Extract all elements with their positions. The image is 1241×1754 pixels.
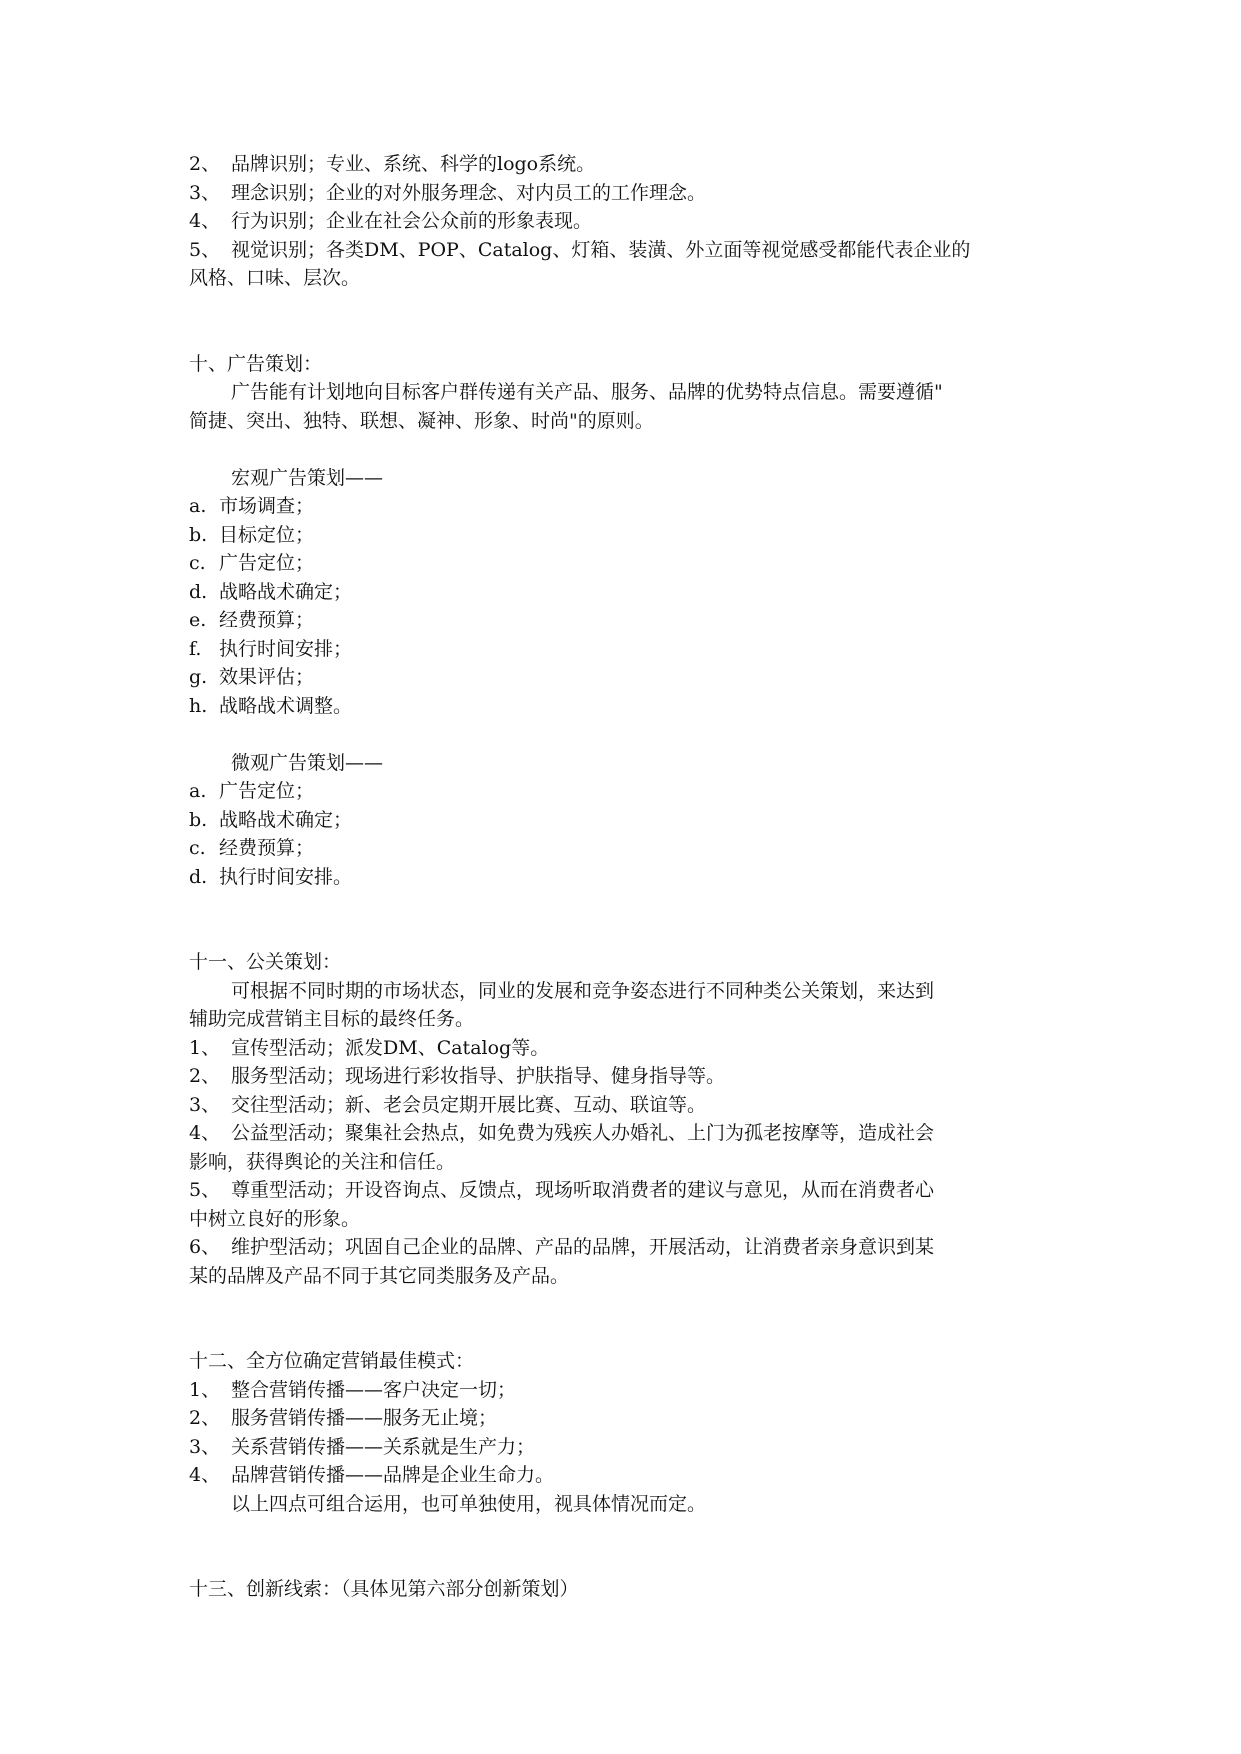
- paragraph: 可根据不同时期的市场状态，同业的发展和竞争姿态进行不同种类公关策划，来达到: [231, 979, 935, 1002]
- list-item: a. 市场调查；: [189, 495, 315, 517]
- section-heading: 十三、创新线索：（具体见第六部分创新策划）: [189, 1578, 579, 1600]
- list-item-continuation: 风格、口味、层次。: [189, 267, 361, 289]
- identity-list: [189, 150, 1049, 293]
- list-item: 1、 宣传型活动；派发DM、Catalog等。: [189, 1036, 550, 1059]
- section-heading: 十、广告策划：: [189, 352, 323, 375]
- section-heading: 十二、全方位确定营销最佳模式：: [189, 1350, 475, 1372]
- list-item: 6、 维护型活动；巩固自己企业的品牌、产品的品牌，开展活动，让消费者亲身意识到某: [189, 1236, 935, 1258]
- list-item: 3、 交往型活动；新、老会员定期开展比赛、互动、联谊等。: [189, 1093, 707, 1116]
- section-innovation: [189, 1575, 1049, 1604]
- list-item: f. 执行时间安排；: [189, 637, 353, 660]
- section-advertising: [189, 350, 1049, 892]
- paragraph-continuation: 辅助完成营销主目标的最终任务。: [189, 1008, 475, 1030]
- list-item: c. 经费预算；: [189, 837, 315, 859]
- paragraph-continuation: 简捷、突出、独特、联想、凝神、形象、时尚"的原则。: [189, 409, 654, 432]
- list-item-continuation: 中树立良好的形象。: [189, 1207, 361, 1230]
- list-item: 2、 服务营销传播——服务无止境；: [189, 1407, 498, 1429]
- list-item: h. 战略战术调整。: [189, 694, 353, 717]
- subsection-title: 宏观广告策划——: [231, 466, 384, 489]
- section-public-relations: [189, 948, 1049, 1290]
- list-item: a. 广告定位；: [189, 780, 315, 802]
- list-item: g. 效果评估；: [189, 666, 315, 688]
- list-item: c. 广告定位；: [189, 552, 315, 574]
- list-item: 3、 关系营销传播——关系就是生产力；: [189, 1435, 536, 1458]
- section-heading: 十一、公关策划：: [189, 951, 342, 973]
- list-item: 2、 品牌识别；专业、系统、科学的logo系统。: [189, 153, 596, 175]
- list-item: 4、 公益型活动；聚集社会热点，如免费为残疾人办婚礼、上门为孤老按摩等，造成社会: [189, 1122, 935, 1144]
- list-item: b. 战略战术确定；: [189, 808, 353, 831]
- list-item: e. 经费预算；: [189, 609, 315, 631]
- list-item-continuation: 某的品牌及产品不同于其它同类服务及产品。: [189, 1264, 570, 1287]
- list-item: 1、 整合营销传播——客户决定一切；: [189, 1378, 517, 1401]
- list-item: 4、 行为识别；企业在社会公众前的形象表现。: [189, 210, 593, 232]
- subsection-title: 微观广告策划——: [231, 751, 384, 774]
- list-item: d. 执行时间安排。: [189, 865, 353, 888]
- list-item: b. 目标定位；: [189, 523, 315, 546]
- section-marketing-mode: [189, 1347, 1049, 1518]
- list-item-continuation: 影响，获得舆论的关注和信任。: [189, 1150, 456, 1173]
- paragraph: 以上四点可组合运用，也可单独使用，视具体情况而定。: [231, 1492, 707, 1515]
- list-item: 3、 理念识别；企业的对外服务理念、对内员工的工作理念。: [189, 181, 707, 204]
- list-item: 5、 视觉识别；各类DM、POP、Catalog、灯箱、装潢、外立面等视觉感受都能代表企业的: [189, 238, 971, 261]
- list-item: 2、 服务型活动；现场进行彩妆指导、护肤指导、健身指导等。: [189, 1065, 726, 1087]
- list-item: 4、 品牌营销传播——品牌是企业生命力。: [189, 1464, 555, 1486]
- paragraph: 广告能有计划地向目标客户群传递有关产品、服务、品牌的优势特点信息。需要遵循": [231, 381, 943, 403]
- list-item: 5、 尊重型活动；开设咨询点、反馈点，现场听取消费者的建议与意见，从而在消费者心: [189, 1179, 935, 1201]
- list-item: d. 战略战术确定；: [189, 580, 353, 603]
- document-body: [189, 150, 1049, 1604]
